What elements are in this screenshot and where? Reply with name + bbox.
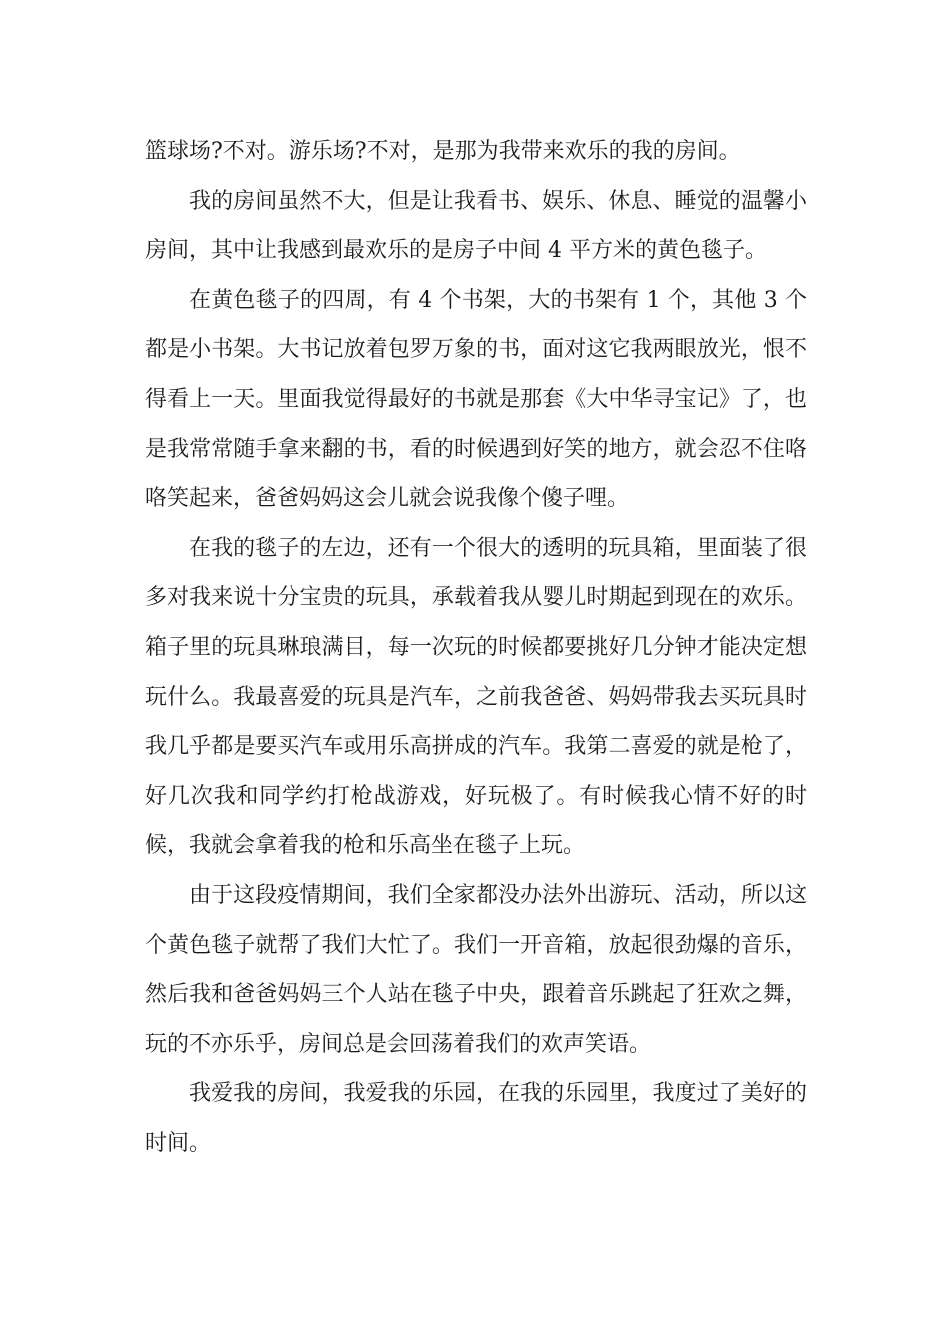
paragraph-6: 我爱我的房间，我爱我的乐园，在我的乐园里，我度过了美好的时间。 <box>145 1081 807 1156</box>
paragraph-2: 我的房间虽然不大，但是让我看书、娱乐、休息、睡觉的温馨小房间，其中让我感到最欢乐的是房子中间 4 平方米的黄色毯子。 <box>145 188 807 264</box>
paragraph-5: 由于这段疫情期间，我们全家都没办法外出游玩、活动，所以这个黄色毯子就帮了我们大忙了。我们一开音箱，放起很劲爆的音乐，然后我和爸爸妈妈三个人站在毯子中央，跟着音乐跳起了狂欢之舞，玩的不亦乐乎，房间总是会回荡着我们的欢声笑语。 <box>145 882 807 1057</box>
paragraph-1: 篮球场?不对。游乐场?不对，是那为我带来欢乐的我的房间。 <box>145 139 741 164</box>
document-body <box>145 127 807 1168</box>
paragraph-4: 在我的毯子的左边，还有一个很大的透明的玩具箱，里面装了很多对我来说十分宝贵的玩具，承载着我从婴儿时期起到现在的欢乐。箱子里的玩具琳琅满目，每一次玩的时候都要挑好几分钟才能决定想玩什么。我最喜爱的玩具是汽车，之前我爸爸、妈妈带我去买玩具时我几乎都是要买汽车或用乐高拼成的汽车。我第二喜爱的就是枪了，好几次我和同学约打枪战游戏，好玩极了。有时候我心情不好的时候，我就会拿着我的枪和乐高坐在毯子上玩。 <box>145 535 807 859</box>
paragraph-3: 在黄色毯子的四周，有 4 个书架，大的书架有 1 个，其他 3 个都是小书架。大书记放着包罗万象的书，面对这它我两眼放光，恨不得看上一天。里面我觉得最好的书就是那套《大中华寻宝记》了，也是我常常随手拿来翻的书，看的时候遇到好笑的地方，就会忍不住咯咯笑起来，爸爸妈妈这会儿就会说我像个傻子哩。 <box>145 287 807 512</box>
